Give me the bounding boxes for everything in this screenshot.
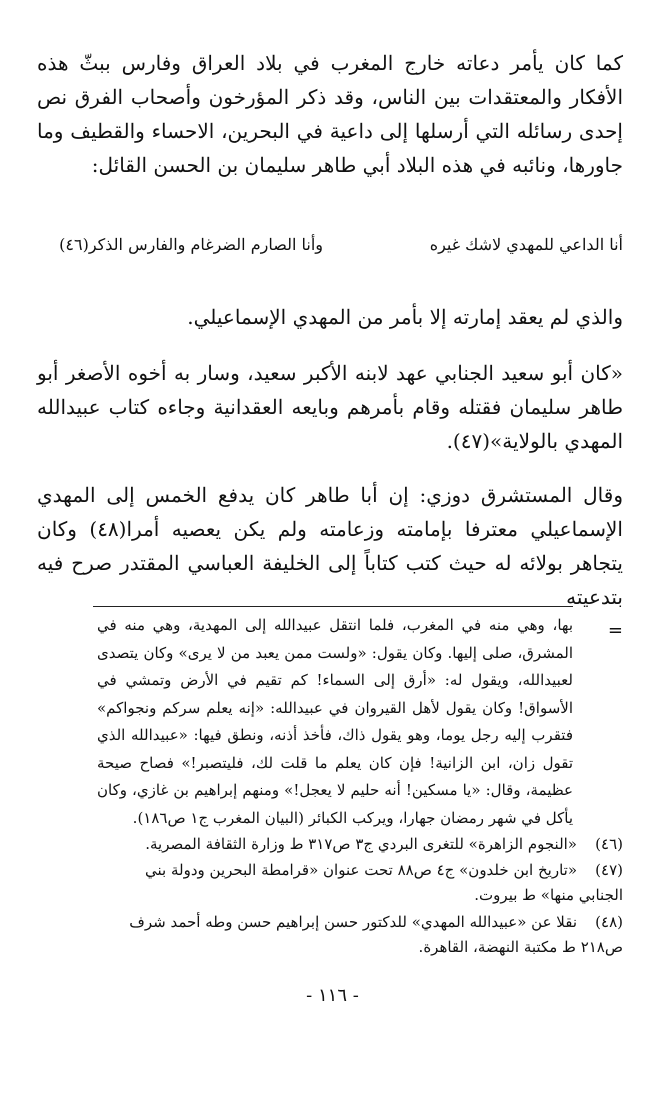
paragraph-intro: كما كان يأمر دعاته خارج المغرب في بلاد العراق وفارس ببثّ هذه الأفكار والمعتقدات بين الناس، وقد ذكر المؤرخون وأصحاب الفرق نص إحدى رسائله التي أرسلها إلى داعية في البحرين، الاحساء والقطيف وما جاورها، ونائبه في هذه البلاد أبي طاهر سليمان بن الحسن القائل:	[37, 51, 623, 177]
footnote-text: «النجوم الزاهرة» للتغرى البردي ج٣ ص٣١٧ ط وزارة الثقافة المصرية.	[145, 835, 577, 853]
footnote-separator	[93, 606, 573, 607]
footnote-46	[97, 832, 623, 857]
footnote-continuation: بها، وهي منه في المغرب، فلما انتقل عبيدالله إلى المهدية، وهي منه في المشرق، صلى إليها. وكان يقول: «ولست ممن يعبد من لا يرى» وكان يتصدى لعبيدالله، ويقول له: «أرق إلى السماء! كم تقيم في الأرض وتمشي في الأسواق! وكان يقول لأهل القيروان في عبيدالله: «إنه يعلم سركم ونجواكم» فتقرب إليه رجل يوما، وهو يقول ذاك، فأخذ أذنه، ونطق فيها: «عبيدالله الذي تقول زان، ابن الزانية! فإن كان يعلم ما قلت لك، فليتصبر!» فصاح صيحة عظيمة، وقال: «يا مسكين! أنه حليم لا يعجل!» ومنهم إبراهيم بن غازي، وكان يأكل في شهر رمضان جهارا، ويركب الكبائر (البيان المغرب ج١ ص١٨٦).	[97, 616, 573, 827]
footnote-text: «تاريخ ابن خلدون» ج٤ ص٨٨ تحت عنوان «قرامطة البحرين ودولة بني الجنابي منها» ط بيروت.	[145, 861, 623, 904]
footnote-number: (٤٨)	[595, 913, 623, 931]
footnote-number: (٤٧)	[595, 861, 623, 879]
paragraph-dozy: وقال المستشرق دوزي: إن أبا طاهر كان يدفع الخمس إلى المهدي الإسماعيلي معترفا بإمامته وزعامته ولم يكن يعصيه أمرا(٤٨) وكان يتجاهر بولائه له حيث كتب كتاباً إلى الخليفة العباسي المقتدر صرح فيه بتدعيته	[37, 483, 623, 609]
page-number: - ١١٦ -	[306, 985, 359, 1006]
footnote-text: نقلا عن «عبيدالله المهدي» للدكتور حسن إبراهيم حسن وطه أحمد شرف ص٢١٨ ط مكتبة النهضة، القاهرة.	[129, 913, 623, 956]
poem-verse	[33, 228, 623, 262]
footnote-47	[97, 858, 623, 908]
footnote-48	[97, 910, 623, 960]
footnote-continuation-marker: =	[607, 620, 623, 641]
paragraph-quote: «كان أبو سعيد الجنابي عهد لابنه الأكبر سعيد، وسار به أخوه الأصغر أبو طاهر سليمان فقتله وقام بأمرهم وبايعه العقدانية وجاءه كتاب عبيدالله المهدي بالولاية»(٤٧).	[37, 361, 623, 453]
footnote-number: (٤٦)	[595, 835, 623, 853]
poem-hemistich-2: وأنا الصارم الضرغام والفارس الذكر(٤٦)	[59, 235, 323, 254]
paragraph-mahdi: والذي لم يعقد إمارته إلا بأمر من المهدي الإسماعيلي.	[187, 305, 623, 329]
poem-hemistich-1: أنا الداعي للمهدي لاشك غيره	[429, 235, 623, 254]
